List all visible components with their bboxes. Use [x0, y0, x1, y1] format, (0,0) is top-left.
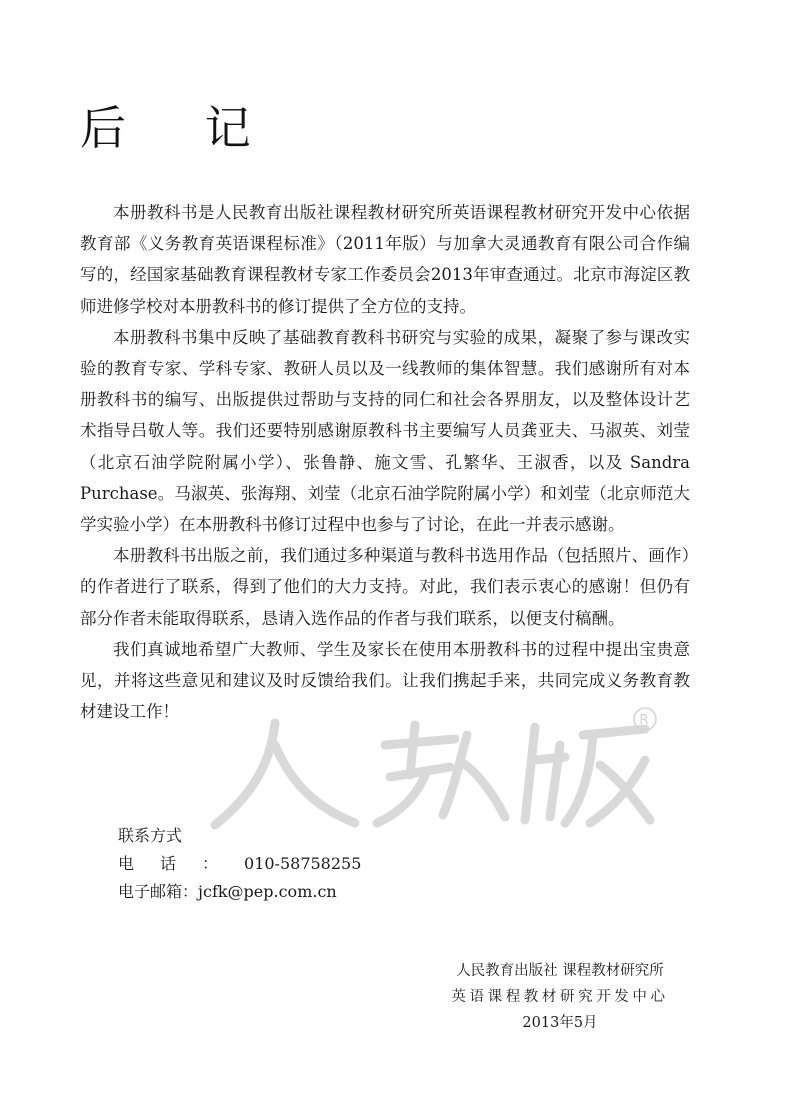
- paragraph-2: 本册教科书集中反映了基础教育教科书研究与实验的成果，凝聚了参与课改实验的教育专家、学科专家、教研人员以及一线教师的集体智慧。我们感谢所有对本册教科书的编写、出版提供过帮助与支持的同仁和社会各界朋友，以及整体设计艺术指导吕敬人等。我们还要特别感谢原教科书主要编写人员龚亚夫、马淑英、刘莹（北京石油学院附属小学）、张鲁静、施文雪、孔繁华、王淑香，以及 Sandra Purchase。马淑英、张海翔、刘莹（北京石油学院附属小学）和刘莹（北京师范大学实验小学）在本册教科书修订过程中也参与了讨论，在此一并表示感谢。: [80, 327, 690, 535]
- publisher-signature: [440, 958, 680, 1036]
- paragraph-4: 我们真诚地希望广大教师、学生及家长在使用本册教科书的过程中提出宝贵意见，并将这些意见和建议及时反馈给我们。让我们携起手来，共同完成义务教育教材建设工作！: [80, 639, 690, 722]
- publish-date: 2013年5月: [522, 1015, 598, 1031]
- page-title: 后 记: [80, 101, 283, 155]
- svg-text:R: R: [639, 713, 649, 728]
- publisher-name: 人民教育出版社 课程教材研究所: [456, 963, 664, 979]
- email-row: [118, 878, 361, 906]
- contact-heading: 联系方式: [118, 826, 183, 845]
- paragraph-1: 本册教科书是人民教育出版社课程教材研究所英语课程教材研究开发中心依据教育部《义务教育英语课程标准》（2011年版）与加拿大灵通教育有限公司合作编写的，经国家基础教育课程教材专家工作委员会2013年审查通过。北京市海淀区教师进修学校对本册教科书的修订提供了全方位的支持。: [80, 203, 690, 316]
- email-address: jcfk@pep.com.cn: [198, 882, 337, 901]
- paragraph-3: 本册教科书出版之前，我们通过多种渠道与教科书选用作品（包括照片、画作）的作者进行了联系，得到了他们的大力支持。对此，我们表示衷心的感谢！但仍有部分作者未能取得联系，恳请入选作品的作者与我们联系，以便支付稿酬。: [80, 546, 690, 628]
- email-label: 电子邮箱：: [118, 882, 199, 901]
- phone-label: 电话：: [118, 854, 245, 873]
- contact-heading-row: [118, 822, 361, 850]
- afterword-body: [80, 197, 690, 727]
- publisher-center: 英语课程教材研究开发中心: [451, 989, 669, 1005]
- contact-info: [118, 822, 361, 906]
- phone-number: 010-58758255: [244, 854, 362, 873]
- phone-row: [118, 850, 361, 878]
